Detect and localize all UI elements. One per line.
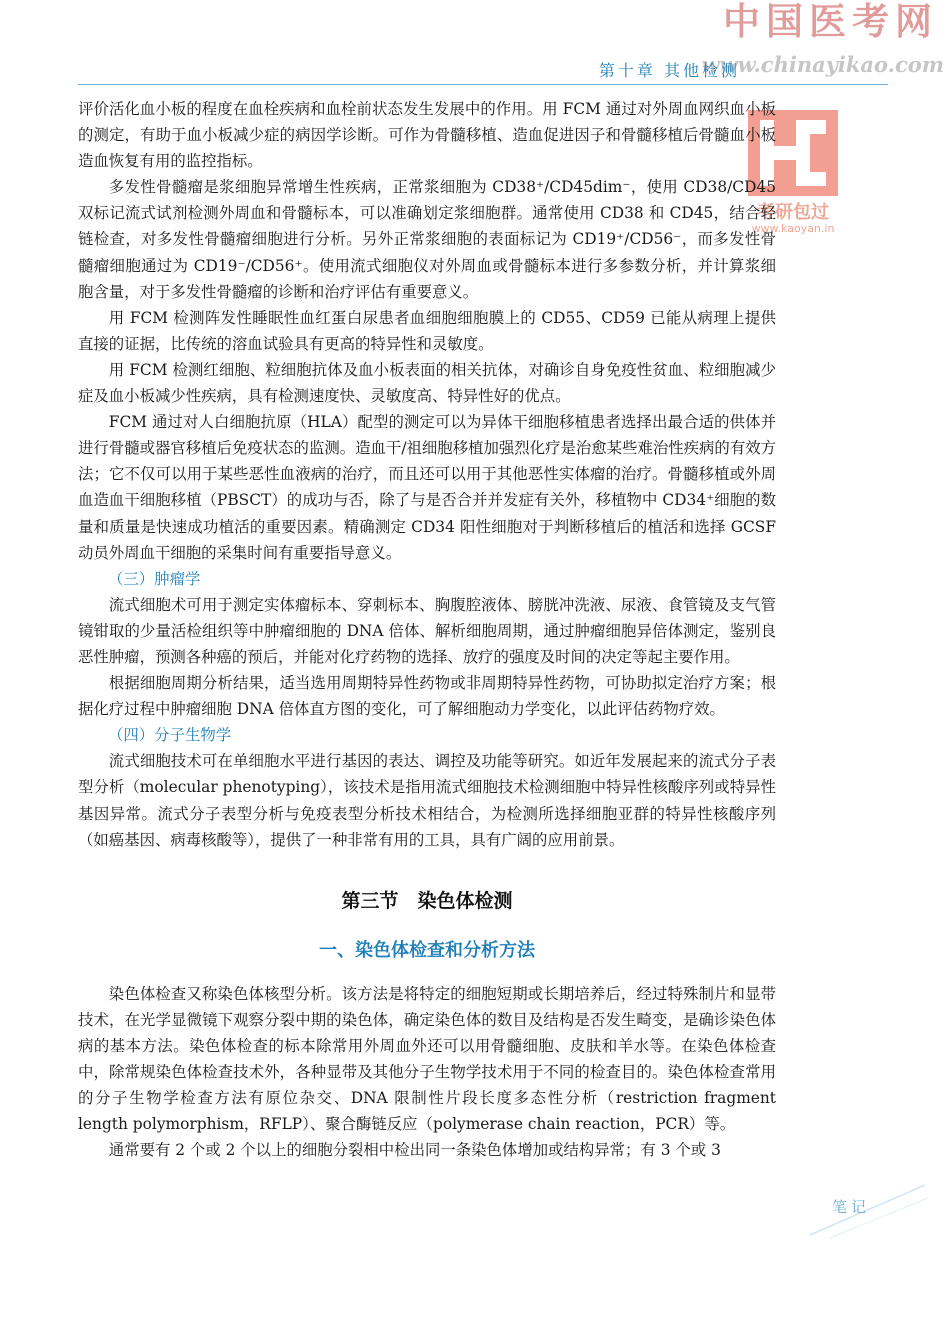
paragraph: 通常要有 2 个或 2 个以上的细胞分裂相中检出同一条染色体增加或结构异常；有 3 个或 3: [108, 1141, 721, 1160]
paragraph: 多发性骨髓瘤是浆细胞异常增生性疾病，正常浆细胞为 CD38⁺/CD45dim⁻，使用 CD38/CD45 双标记流式试剂检测外周血和骨髓标本，可以准确划定浆细胞群。通常使用 CD38 和 CD45，结合轻链检查，对多发性骨髓瘤细胞进行分析。另外正常浆细胞的表面标记为 CD19⁺/CD56⁻，而多发性骨髓瘤细胞通过为 CD19⁻/CD56⁺。使用流式细胞仪对外周血或骨髓标本进行多参数分析，并计算浆细胞含量，对于多发性骨髓瘤的诊断和治疗评估有重要意义。: [78, 178, 776, 301]
subheading-molecular-biology: （四）分子生物学: [108, 726, 232, 745]
paragraph: 根据细胞周期分析结果，适当选用周期特异性药物或非周期特异性药物，可协助拟定治疗方案；根据化疗过程中肿瘤细胞 DNA 倍体直方图的变化，可了解细胞动力学变化，以此评估药物疗效。: [78, 674, 776, 719]
section-title: 第三节 染色体检测: [341, 889, 513, 912]
header-rule: [78, 84, 888, 85]
body-content: [78, 96, 776, 1163]
subheading-oncology: （三）肿瘤学: [108, 569, 201, 588]
logo-text: 考研包过: [757, 202, 829, 223]
margin-notes-label: 笔记: [832, 1198, 871, 1216]
paragraph: 用 FCM 检测阵发性睡眠性血红蛋白尿患者血细胞细胞膜上的 CD55、CD59 已能从病理上提供直接的证据，比传统的溶血试验具有更高的特异性和灵敏度。: [78, 308, 776, 353]
logo-url: www.kaoyan.in: [751, 222, 835, 235]
watermark-site-name: 中国医考网: [723, 0, 938, 43]
chapter-header: 第十章 其他检测: [598, 61, 740, 80]
paragraph: 评价活化血小板的程度在血栓疾病和血栓前状态发生发展中的作用。用 FCM 通过对外周血网织血小板的测定，有助于血小板减少症的病因学诊断。可作为骨髓移植、造血促进因子和骨髓移植后骨髓血小板造血恢复有用的监控指标。: [78, 100, 776, 171]
watermark-url: www.chinayikao.com: [701, 52, 944, 77]
paragraph: 流式细胞术可用于测定实体瘤标本、穿刺标本、胸腹腔液体、膀胱冲洗液、尿液、食管镜及支气管镜钳取的少量活检组织等中肿瘤细胞的 DNA 倍体、解析细胞周期，通过肿瘤细胞异倍体测定，鉴别良恶性肿瘤，预测各种癌的预后，并能对化疗药物的选择、放疗的强度及时间的决定等起主要作用。: [78, 595, 776, 666]
paragraph: 用 FCM 检测红细胞、粒细胞抗体及血小板表面的相关抗体，对确诊自身免疫性贫血、粒细胞减少症及血小板减少性疾病，具有检测速度快、灵敏度高、特异性好的优点。: [78, 360, 776, 406]
subsection-title: 一、染色体检查和分析方法: [319, 939, 535, 961]
paragraph: 流式细胞技术可在单细胞水平进行基因的表达、调控及功能等研究。如近年发展起来的流式分子表型分析（molecular phenotyping），该技术是指用流式细胞技术检测细胞中特异性核酸序列或特异性基因异常。流式分子表型分析与免疫表型分析技术相结合，为检测所选择细胞亚群的特异性核酸序列（如癌基因、病毒核酸等），提供了一种非常有用的工具，具有广阔的应用前景。: [78, 752, 776, 849]
paragraph: 染色体检查又称染色体核型分析。该方法是将特定的细胞短期或长期培养后，经过特殊制片和显带技术，在光学显微镜下观察分裂中期的染色体，确定染色体的数目及结构是否发生畸变，是确诊染色体病的基本方法。染色体检查的标本除常用外周血外还可以用骨髓细胞、皮肤和羊水等。在染色体检查中，除常规染色体检查技术外，各种显带及其他分子生物学技术用于不同的检查目的。染色体检查常用的分子生物学检查方法有原位杂交、DNA 限制性片段长度多态性分析（restriction fragment length polymorphism，RFLP）、聚合酶链反应（polymerase chain reaction，PCR）等。: [78, 984, 776, 1134]
paragraph: FCM 通过对人白细胞抗原（HLA）配型的测定可以为异体干细胞移植患者选择出最合适的供体并进行骨髓或器官移植后免疫状态的监测。造血干/祖细胞移植加强烈化疗是治愈某些难治性疾病的有效方法；它不仅可以用于某些恶性血液病的治疗，而且还可以用于其他恶性实体瘤的治疗。骨髓移植或外周血造血干细胞移植（PBSCT）的成功与否，除了与是否合并并发症有关外，移植物中 CD34⁺细胞的数量和质量是快速成功植活的重要因素。精确测定 CD34 阳性细胞对于判断移植后的植活和选择 GCSF 动员外周血干细胞的采集时间有重要指导意义。: [78, 413, 776, 562]
